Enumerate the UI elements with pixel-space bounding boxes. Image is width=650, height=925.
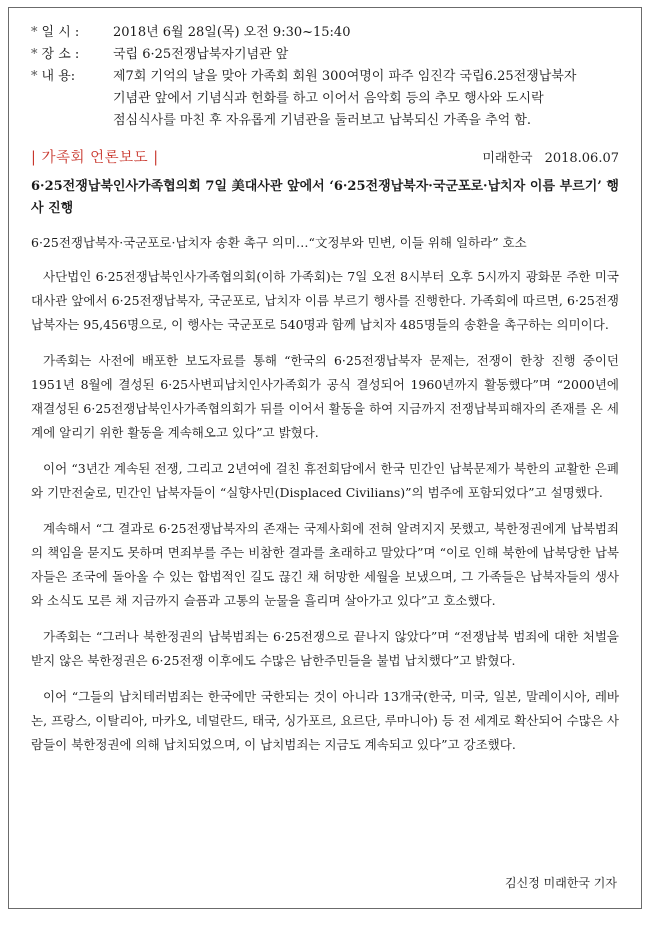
- content-line: 기념관 앞에서 기념식과 헌화를 하고 이어서 음악회 등의 추모 행사와 도시락: [113, 91, 544, 106]
- place-label: 장 소 :: [41, 47, 80, 62]
- info-place-row: [31, 44, 619, 66]
- place-value: 국립 6·25전쟁납북자기념관 앞: [113, 47, 289, 62]
- section-header: [31, 146, 619, 167]
- info-content-row: [31, 66, 619, 132]
- asterisk-icon: *: [31, 69, 38, 84]
- date-label: 일 시 :: [41, 25, 80, 40]
- event-info: [31, 22, 619, 132]
- article-paragraph: 가족회는 사전에 배포한 보도자료를 통해 “한국의 6·25전쟁납북자 문제는, 전쟁이 한창 진행 중이던 1951년 8월에 결성된 6·25사변피납치인사가족회가 공식 결성되어 1960년까지 활동했다”며 “2000년에 재결성된 6·25전쟁납북인사가족협의회가 뒤를 이어서 활동을 하여 지금까지 전쟁납북피해자의 존재를 온 세계에 알리기 위한 활동을 계속해오고 있다”고 밝혔다.: [31, 353, 619, 440]
- article-paragraph: 가족회는 “그러나 북한정권의 납북범죄는 6·25전쟁으로 끝나지 않았다”며 “전쟁납북 범죄에 대한 처벌을 받지 않은 북한정권은 6·25전쟁 이후에도 수많은 남한주민들을 불법 납치했다”고 밝혔다.: [31, 629, 619, 668]
- content-label: 내 용:: [41, 69, 76, 84]
- article-byline: 김신정 미래한국 기자: [505, 876, 617, 890]
- document-page: [8, 7, 642, 909]
- info-date-row: [31, 22, 619, 44]
- article-paragraph: 이어 “그들의 납치테러범죄는 한국에만 국한되는 것이 아니라 13개국(한국, 미국, 일본, 말레이시아, 레바논, 프랑스, 이탈리아, 마카오, 네덜란드, 태국, 싱가포르, 요르단, 루마니아) 등 전 세계로 확산되어 수많은 사람들이 북한정권에 의해 납치되었으며, 이 납치범죄는 지금도 계속되고 있다”고 강조했다.: [31, 689, 619, 752]
- date-value: 2018년 6월 28일(목) 오전 9:30~15:40: [113, 25, 351, 40]
- section-meta: [482, 147, 619, 166]
- article-headline: 6·25전쟁납북인사가족협의회 7일 美대사관 앞에서 ‘6·25전쟁납북자·국군포로·납치자 이름 부르기’ 행사 진행: [31, 179, 619, 216]
- section-title: | 가족회 언론보도 |: [31, 150, 159, 166]
- article-paragraph: 계속해서 “그 결과로 6·25전쟁납북자의 존재는 국제사회에 전혀 알려지지 못했고, 북한정권에게 납북범죄의 책임을 묻지도 못하며 면죄부를 주는 비참한 결과를 초래하고 말았다”며 “이로 인해 북한에 납북당한 납북자들은 조국에 돌아올 수 있는 합법적인 길도 끊긴 채 허망한 세월을 보냈으며, 그 가족들은 납북자들의 생사와 소식도 모른 채 지금까지 슬픔과 고통의 눈물을 흘리며 살아가고 있다”고 호소했다.: [31, 521, 619, 608]
- press-date: 2018.06.07: [544, 151, 619, 166]
- content-line: 점심식사를 마친 후 자유롭게 기념관을 둘러보고 납북되신 가족을 추억 함.: [113, 113, 532, 128]
- content-value: [113, 66, 619, 132]
- asterisk-icon: *: [31, 47, 38, 62]
- article-paragraph: 사단법인 6·25전쟁납북인사가족협의회(이하 가족회)는 7일 오전 8시부터 오후 5시까지 광화문 주한 미국대사관 앞에서 6·25전쟁납북자, 국군포로, 납치자 이름 부르기 행사를 진행한다. 가족회에 따르면, 6·25전쟁납북자는 95,456명으로, 이 행사는 국군포로 540명과 함께 납치자 485명들의 송환을 촉구하는 의미이다.: [31, 269, 619, 332]
- content-line: 제7회 기억의 날을 맞아 가족회 회원 300여명이 파주 임진각 국립6.25전쟁납북자: [113, 69, 577, 84]
- article-paragraph: 이어 “3년간 계속된 전쟁, 그리고 2년여에 걸친 휴전회담에서 한국 민간인 납북문제가 북한의 교활한 은폐와 기만전술로, 민간인 납북자들이 “실향사민(Displaced Civilians)”의 범주에 포함되었다”고 설명했다.: [31, 461, 619, 500]
- press-source: 미래한국: [482, 151, 533, 166]
- asterisk-icon: *: [31, 25, 38, 40]
- article-subhead: 6·25전쟁납북자·국군포로·납치자 송환 촉구 의미…“文정부와 민변, 이들 위해 일하라” 호소: [31, 235, 527, 250]
